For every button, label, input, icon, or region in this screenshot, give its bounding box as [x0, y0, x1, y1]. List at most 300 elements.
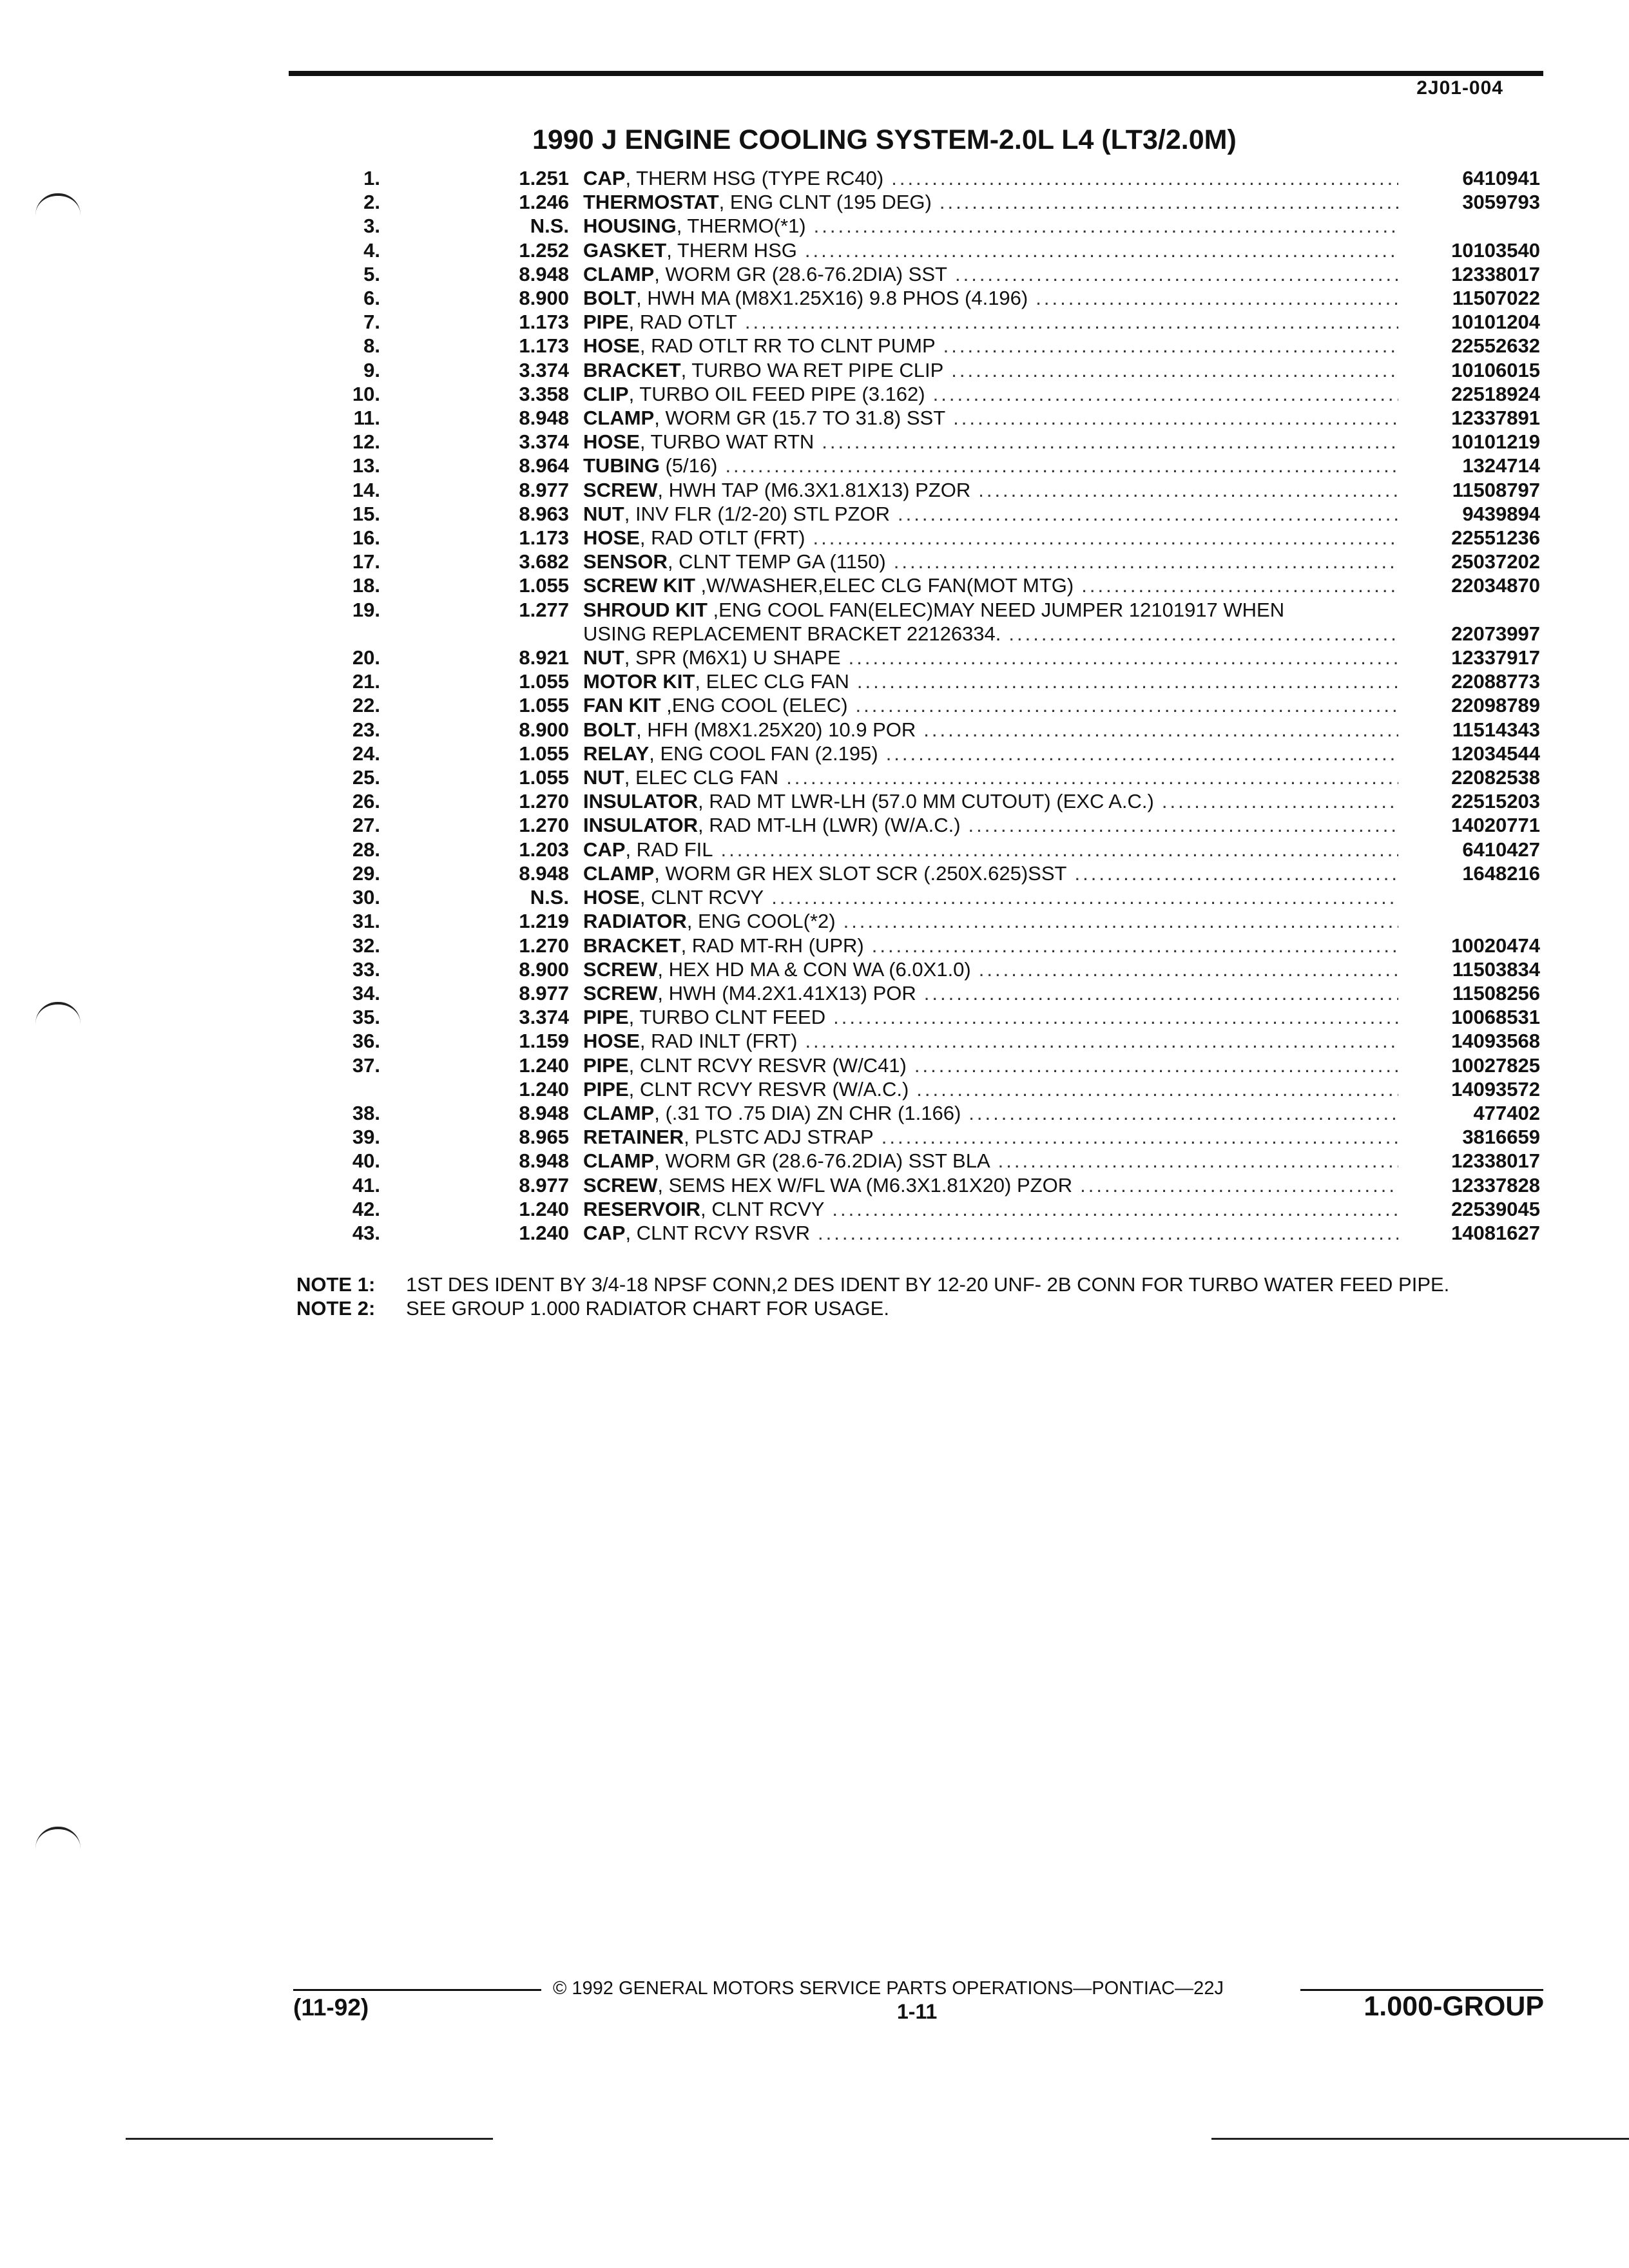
part-row — [293, 214, 1540, 238]
part-number: 25037202 — [1451, 550, 1540, 573]
binder-mark — [35, 1827, 81, 1849]
part-number: 10020474 — [1451, 934, 1540, 957]
group-number: 1.173 — [519, 526, 569, 550]
parts-list — [293, 166, 1540, 1245]
item-number: 3. — [363, 215, 380, 238]
part-description — [583, 885, 1405, 909]
part-detail: , RAD MT-RH (UPR) — [680, 934, 864, 957]
part-row — [293, 1149, 1540, 1173]
part-row — [293, 646, 1540, 669]
part-description — [583, 981, 1405, 1005]
item-number: 18. — [352, 574, 380, 597]
part-detail: , HWH (M4.2X1.41X13) POR — [657, 981, 916, 1004]
part-detail: , HWH TAP (M6.3X1.81X13) PZOR — [657, 478, 971, 501]
part-number: 477402 — [1473, 1101, 1540, 1124]
dot-leader — [872, 934, 1398, 957]
part-number: 12337828 — [1451, 1173, 1540, 1196]
part-row — [293, 598, 1540, 622]
part-row — [293, 550, 1540, 573]
dot-leader — [822, 430, 1398, 454]
part-detail: , WORM GR (15.7 TO 31.8) SST — [654, 407, 946, 430]
part-row — [293, 1197, 1540, 1221]
item-number: 20. — [352, 646, 380, 669]
group-label: 1.000-GROUP — [1364, 1991, 1544, 2022]
part-row — [293, 885, 1540, 909]
part-number: 6410427 — [1462, 838, 1540, 861]
dot-leader — [886, 742, 1398, 765]
part-detail: , RAD FIL — [625, 838, 713, 861]
part-name: SCREW — [583, 981, 658, 1004]
part-description — [583, 502, 1405, 526]
dot-leader — [843, 909, 1398, 933]
group-number: 3.374 — [519, 358, 569, 381]
part-name: BOLT — [583, 718, 637, 741]
part-description — [583, 693, 1405, 717]
part-detail: , PLSTC ADJ STRAP — [684, 1126, 874, 1149]
dot-leader — [849, 646, 1398, 669]
item-number: 21. — [352, 670, 380, 693]
part-row — [293, 406, 1540, 430]
part-detail: ,ENG COOL (ELEC) — [660, 694, 848, 717]
part-detail: , CLNT RCVY RESVR (W/C41) — [628, 1053, 907, 1077]
item-number: 24. — [352, 742, 380, 765]
part-description — [583, 909, 1405, 933]
group-number: 1.270 — [519, 814, 569, 837]
part-description — [583, 478, 1405, 502]
part-name: HOUSING — [583, 215, 677, 238]
part-description — [583, 382, 1405, 406]
part-description — [583, 1029, 1405, 1053]
part-name: TUBING — [583, 454, 660, 477]
part-number: 11503834 — [1452, 957, 1540, 981]
dot-leader — [721, 838, 1398, 861]
item-number: 31. — [352, 910, 380, 933]
page-title: 1990 J ENGINE COOLING SYSTEM-2.0L L4 (LT3/2.0M) — [532, 124, 1237, 155]
part-detail: , RAD MT-LH (LWR) (W/A.C.) — [697, 814, 961, 837]
group-number: 3.358 — [519, 382, 569, 405]
group-number: 1.240 — [519, 1077, 569, 1100]
item-number: 36. — [352, 1030, 380, 1053]
part-description — [583, 286, 1405, 310]
dot-leader — [725, 454, 1398, 477]
item-number: 14. — [352, 478, 380, 501]
part-number: 22551236 — [1451, 526, 1540, 550]
group-number: 1.055 — [519, 574, 569, 597]
group-number: 8.977 — [519, 1173, 569, 1196]
part-number: 10101219 — [1451, 430, 1540, 454]
note-label: NOTE 2: — [296, 1297, 376, 1320]
dot-leader — [833, 1005, 1398, 1029]
group-number: 8.965 — [519, 1126, 569, 1149]
part-row — [293, 238, 1540, 262]
part-detail: , CLNT RCVY RSVR — [625, 1221, 810, 1244]
part-name: SCREW — [583, 957, 658, 981]
item-number: 9. — [363, 358, 380, 381]
part-number: 6410941 — [1462, 167, 1540, 189]
item-number: 28. — [352, 838, 380, 861]
dot-leader — [771, 885, 1398, 909]
part-name: CLAMP — [583, 407, 655, 430]
dot-leader — [933, 382, 1398, 406]
part-description — [583, 957, 1405, 981]
item-number: 7. — [363, 311, 380, 334]
group-number: 8.921 — [519, 646, 569, 669]
group-number: 1.173 — [519, 311, 569, 334]
item-number: 42. — [352, 1197, 380, 1220]
part-row — [293, 669, 1540, 693]
item-number: 8. — [363, 334, 380, 358]
part-description — [583, 669, 1405, 693]
part-detail: , SEMS HEX W/FL WA (M6.3X1.81X20) PZOR — [657, 1173, 1073, 1196]
dot-leader — [745, 310, 1398, 334]
dot-leader — [814, 214, 1398, 238]
copyright: © 1992 GENERAL MOTORS SERVICE PARTS OPERATIONS—PONTIAC—22J — [553, 1978, 1224, 1999]
dot-leader — [969, 1101, 1398, 1125]
part-description — [583, 166, 1405, 190]
group-number: 8.948 — [519, 861, 569, 885]
part-name: NUT — [583, 502, 624, 525]
part-name: HOSE — [583, 430, 640, 454]
group-number: 1.240 — [519, 1053, 569, 1077]
page-code: 2J01-004 — [1416, 77, 1503, 99]
item-number: 1. — [363, 167, 380, 189]
group-number: 8.900 — [519, 287, 569, 310]
part-detail: , HFH (M8X1.25X20) 10.9 POR — [636, 718, 916, 741]
item-number: 26. — [352, 790, 380, 813]
part-description — [583, 454, 1405, 477]
part-detail: , ELEC CLG FAN — [695, 670, 849, 693]
part-row — [293, 382, 1540, 406]
dot-leader — [951, 358, 1398, 382]
part-description — [583, 934, 1405, 957]
part-number: 22098789 — [1451, 694, 1540, 717]
part-row — [293, 190, 1540, 214]
item-number: 25. — [352, 766, 380, 789]
scan-edge-right — [1211, 2138, 1629, 2140]
part-detail: , (.31 TO .75 DIA) ZN CHR (1.166) — [654, 1101, 961, 1124]
part-detail: (5/16) — [659, 454, 718, 477]
part-row — [293, 765, 1540, 789]
note-text: 1ST DES IDENT BY 3/4-18 NPSF CONN,2 DES IDENT BY 12-20 UNF- 2B CONN FOR TURBO WATER FEED PIPE. — [406, 1273, 1450, 1296]
part-name: RETAINER — [583, 1126, 684, 1149]
dot-leader — [1081, 573, 1398, 597]
group-number: 1.055 — [519, 694, 569, 717]
part-row — [293, 934, 1540, 957]
item-number: 29. — [352, 861, 380, 885]
item-number: 39. — [352, 1126, 380, 1149]
part-description — [583, 550, 1405, 573]
part-detail: , ENG COOL(*2) — [686, 910, 836, 933]
part-name: HOSE — [583, 334, 640, 358]
part-row — [293, 693, 1540, 717]
part-detail: , SPR (M6X1) U SHAPE — [624, 646, 841, 669]
part-description — [583, 262, 1405, 286]
part-number: 22518924 — [1451, 382, 1540, 405]
item-number: 16. — [352, 526, 380, 550]
part-row — [293, 957, 1540, 981]
part-number: 12034544 — [1451, 742, 1540, 765]
part-number: 22539045 — [1451, 1197, 1540, 1220]
item-number: 12. — [352, 430, 380, 454]
part-description — [583, 1125, 1405, 1149]
part-description — [583, 214, 1405, 238]
part-name: SCREW KIT — [583, 574, 695, 597]
part-row — [293, 1053, 1540, 1077]
group-number: 1.159 — [519, 1030, 569, 1053]
part-description — [583, 646, 1405, 669]
part-name: RELAY — [583, 742, 650, 765]
part-name: HOSE — [583, 1030, 640, 1053]
part-detail: , RAD MT LWR-LH (57.0 MM CUTOUT) (EXC A.C.) — [697, 790, 1154, 813]
page-number: 1-11 — [897, 2000, 938, 2023]
part-detail: USING REPLACEMENT BRACKET 22126334. — [583, 622, 1001, 645]
part-name: CLAMP — [583, 1101, 655, 1124]
part-row — [293, 454, 1540, 477]
part-row — [293, 1173, 1540, 1197]
part-row — [293, 742, 1540, 765]
part-row — [293, 166, 1540, 190]
part-name: SENSOR — [583, 550, 668, 573]
part-number: 12337917 — [1451, 646, 1540, 669]
part-name: PIPE — [583, 311, 629, 334]
part-detail: , CLNT RCVY RESVR (W/A.C.) — [628, 1077, 909, 1100]
part-number: 3059793 — [1462, 191, 1540, 214]
part-row — [293, 622, 1540, 646]
part-description — [583, 861, 1405, 885]
part-row — [293, 334, 1540, 358]
part-detail: , HWH MA (M8X1.25X16) 9.8 PHOS (4.196) — [636, 287, 1028, 310]
dot-leader — [924, 981, 1398, 1005]
group-number: 1.270 — [519, 934, 569, 957]
part-name: CAP — [583, 167, 626, 189]
part-description — [583, 238, 1405, 262]
part-description — [583, 1101, 1405, 1125]
part-name: FAN KIT — [583, 694, 661, 717]
group-number: 1.270 — [519, 790, 569, 813]
part-row — [293, 813, 1540, 837]
part-number: 22552632 — [1451, 334, 1540, 358]
dot-leader — [818, 1221, 1398, 1245]
part-number: 11508256 — [1452, 981, 1540, 1004]
part-row — [293, 981, 1540, 1005]
part-name: PIPE — [583, 1077, 629, 1100]
part-number: 9439894 — [1462, 502, 1540, 525]
dot-leader — [891, 166, 1398, 190]
item-number: 19. — [352, 598, 380, 621]
group-number: 3.682 — [519, 550, 569, 573]
part-description — [583, 742, 1405, 765]
footer-rule-left — [293, 1989, 541, 1991]
group-number: N.S. — [530, 215, 569, 238]
part-description — [583, 1005, 1405, 1029]
part-detail: , TURBO CLNT FEED — [628, 1006, 826, 1029]
part-row — [293, 526, 1540, 550]
part-number: 10106015 — [1451, 358, 1540, 381]
dot-leader — [805, 1029, 1398, 1053]
dot-leader — [856, 693, 1398, 717]
part-detail: , WORM GR HEX SLOT SCR (.250X.625)SST — [654, 861, 1067, 885]
part-name: HOSE — [583, 886, 640, 909]
part-name: MOTOR KIT — [583, 670, 695, 693]
part-number: 11514343 — [1452, 718, 1540, 741]
part-number: 12338017 — [1451, 262, 1540, 285]
dot-leader — [953, 406, 1398, 430]
group-number: 1.055 — [519, 670, 569, 693]
part-description — [583, 1149, 1405, 1173]
publication-date: (11-92) — [293, 1994, 369, 2021]
scan-edge-left — [126, 2138, 493, 2140]
part-number: 14020771 — [1451, 814, 1540, 837]
group-number: 1.252 — [519, 238, 569, 262]
item-number: 37. — [352, 1053, 380, 1077]
part-row — [293, 286, 1540, 310]
dot-leader — [1080, 1173, 1398, 1197]
part-description — [583, 789, 1405, 813]
item-number: 27. — [352, 814, 380, 837]
part-detail: , INV FLR (1/2-20) STL PZOR — [624, 502, 890, 525]
dot-leader — [898, 502, 1398, 526]
dot-leader — [832, 1197, 1398, 1221]
part-detail: , CLNT RCVY — [700, 1197, 825, 1220]
item-number: 43. — [352, 1221, 380, 1244]
group-number: 1.203 — [519, 838, 569, 861]
item-number: 11. — [353, 407, 380, 430]
part-name: GASKET — [583, 238, 667, 262]
item-number: 17. — [352, 550, 380, 573]
part-number: 12337891 — [1451, 407, 1540, 430]
part-description — [583, 406, 1405, 430]
part-name: NUT — [583, 766, 624, 789]
dot-leader — [914, 1053, 1398, 1077]
part-row — [293, 1029, 1540, 1053]
part-number: 1648216 — [1462, 861, 1540, 885]
part-name: RADIATOR — [583, 910, 687, 933]
dot-leader — [894, 550, 1398, 573]
group-number: 8.948 — [519, 1149, 569, 1173]
part-row — [293, 573, 1540, 597]
part-detail: , TURBO OIL FEED PIPE (3.162) — [628, 382, 925, 405]
part-description — [583, 1077, 1405, 1101]
part-row — [293, 789, 1540, 813]
item-number: 41. — [352, 1173, 380, 1196]
binder-mark — [35, 193, 81, 215]
part-detail: , HEX HD MA & CON WA (6.0X1.0) — [657, 957, 971, 981]
part-detail: , THERMO(*1) — [676, 215, 806, 238]
notes-section — [296, 1273, 1527, 1320]
part-name: SHROUD KIT — [583, 598, 708, 621]
part-number: 14093572 — [1451, 1077, 1540, 1100]
dot-leader — [955, 262, 1398, 286]
dot-leader — [882, 1125, 1398, 1149]
part-row — [293, 430, 1540, 454]
group-number: N.S. — [530, 886, 569, 909]
part-name: CLAMP — [583, 262, 655, 285]
part-row — [293, 909, 1540, 933]
part-detail: , THERM HSG (TYPE RC40) — [625, 167, 884, 189]
part-name: INSULATOR — [583, 814, 698, 837]
dot-leader — [813, 526, 1398, 550]
dot-leader — [943, 334, 1398, 358]
part-name: SCREW — [583, 478, 658, 501]
part-number: 12338017 — [1451, 1149, 1540, 1173]
dot-leader — [1162, 789, 1398, 813]
part-number: 10101204 — [1451, 311, 1540, 334]
part-number: 11508797 — [1452, 478, 1540, 501]
part-description — [583, 358, 1405, 382]
part-detail: , CLNT TEMP GA (1150) — [667, 550, 886, 573]
part-name: CAP — [583, 838, 626, 861]
part-name: BRACKET — [583, 358, 681, 381]
part-name: CLIP — [583, 382, 629, 405]
part-description — [583, 813, 1405, 837]
note — [296, 1273, 1527, 1296]
dot-leader — [1036, 286, 1398, 310]
part-row — [293, 718, 1540, 742]
binder-mark — [35, 1002, 81, 1024]
dot-leader — [978, 478, 1398, 502]
item-number: 5. — [363, 262, 380, 285]
group-number: 1.173 — [519, 334, 569, 358]
group-number: 8.900 — [519, 718, 569, 741]
part-name: INSULATOR — [583, 790, 698, 813]
part-number: 22088773 — [1451, 670, 1540, 693]
part-row — [293, 478, 1540, 502]
part-row — [293, 502, 1540, 526]
group-number: 1.055 — [519, 766, 569, 789]
dot-leader — [923, 718, 1398, 742]
part-name: CLAMP — [583, 861, 655, 885]
part-name: SCREW — [583, 1173, 658, 1196]
note-text: SEE GROUP 1.000 RADIATOR CHART FOR USAGE. — [406, 1297, 889, 1320]
group-number: 8.964 — [519, 454, 569, 477]
part-row — [293, 1005, 1540, 1029]
part-detail: , ENG COOL FAN (2.195) — [649, 742, 878, 765]
part-name: NUT — [583, 646, 624, 669]
dot-leader — [998, 1149, 1398, 1173]
group-number: 8.900 — [519, 957, 569, 981]
dot-leader — [979, 957, 1398, 981]
group-number: 8.977 — [519, 981, 569, 1004]
part-detail: , RAD INLT (FRT) — [639, 1030, 798, 1053]
part-number: 22034870 — [1451, 574, 1540, 597]
item-number: 35. — [352, 1006, 380, 1029]
dot-leader — [1074, 861, 1398, 885]
part-number: 10068531 — [1451, 1006, 1540, 1029]
part-row — [293, 861, 1540, 885]
part-name: THERMOSTAT — [583, 191, 719, 214]
part-name: PIPE — [583, 1006, 629, 1029]
part-detail: , CLNT RCVY — [639, 886, 764, 909]
part-name: CLAMP — [583, 1149, 655, 1173]
part-number: 3816659 — [1462, 1126, 1540, 1149]
dot-leader — [857, 669, 1398, 693]
part-name: CAP — [583, 1221, 626, 1244]
part-row — [293, 358, 1540, 382]
part-number: 22082538 — [1451, 766, 1540, 789]
part-number: 11507022 — [1452, 287, 1540, 310]
group-number: 1.240 — [519, 1221, 569, 1244]
part-detail: , ELEC CLG FAN — [624, 766, 779, 789]
group-number: 1.055 — [519, 742, 569, 765]
item-number: 33. — [352, 957, 380, 981]
group-number: 8.948 — [519, 407, 569, 430]
item-number: 32. — [352, 934, 380, 957]
part-description — [583, 190, 1405, 214]
group-number: 1.240 — [519, 1197, 569, 1220]
part-detail: , RAD OTLT — [628, 311, 737, 334]
part-detail: , THERM HSG — [666, 238, 797, 262]
top-rule — [289, 71, 1543, 76]
